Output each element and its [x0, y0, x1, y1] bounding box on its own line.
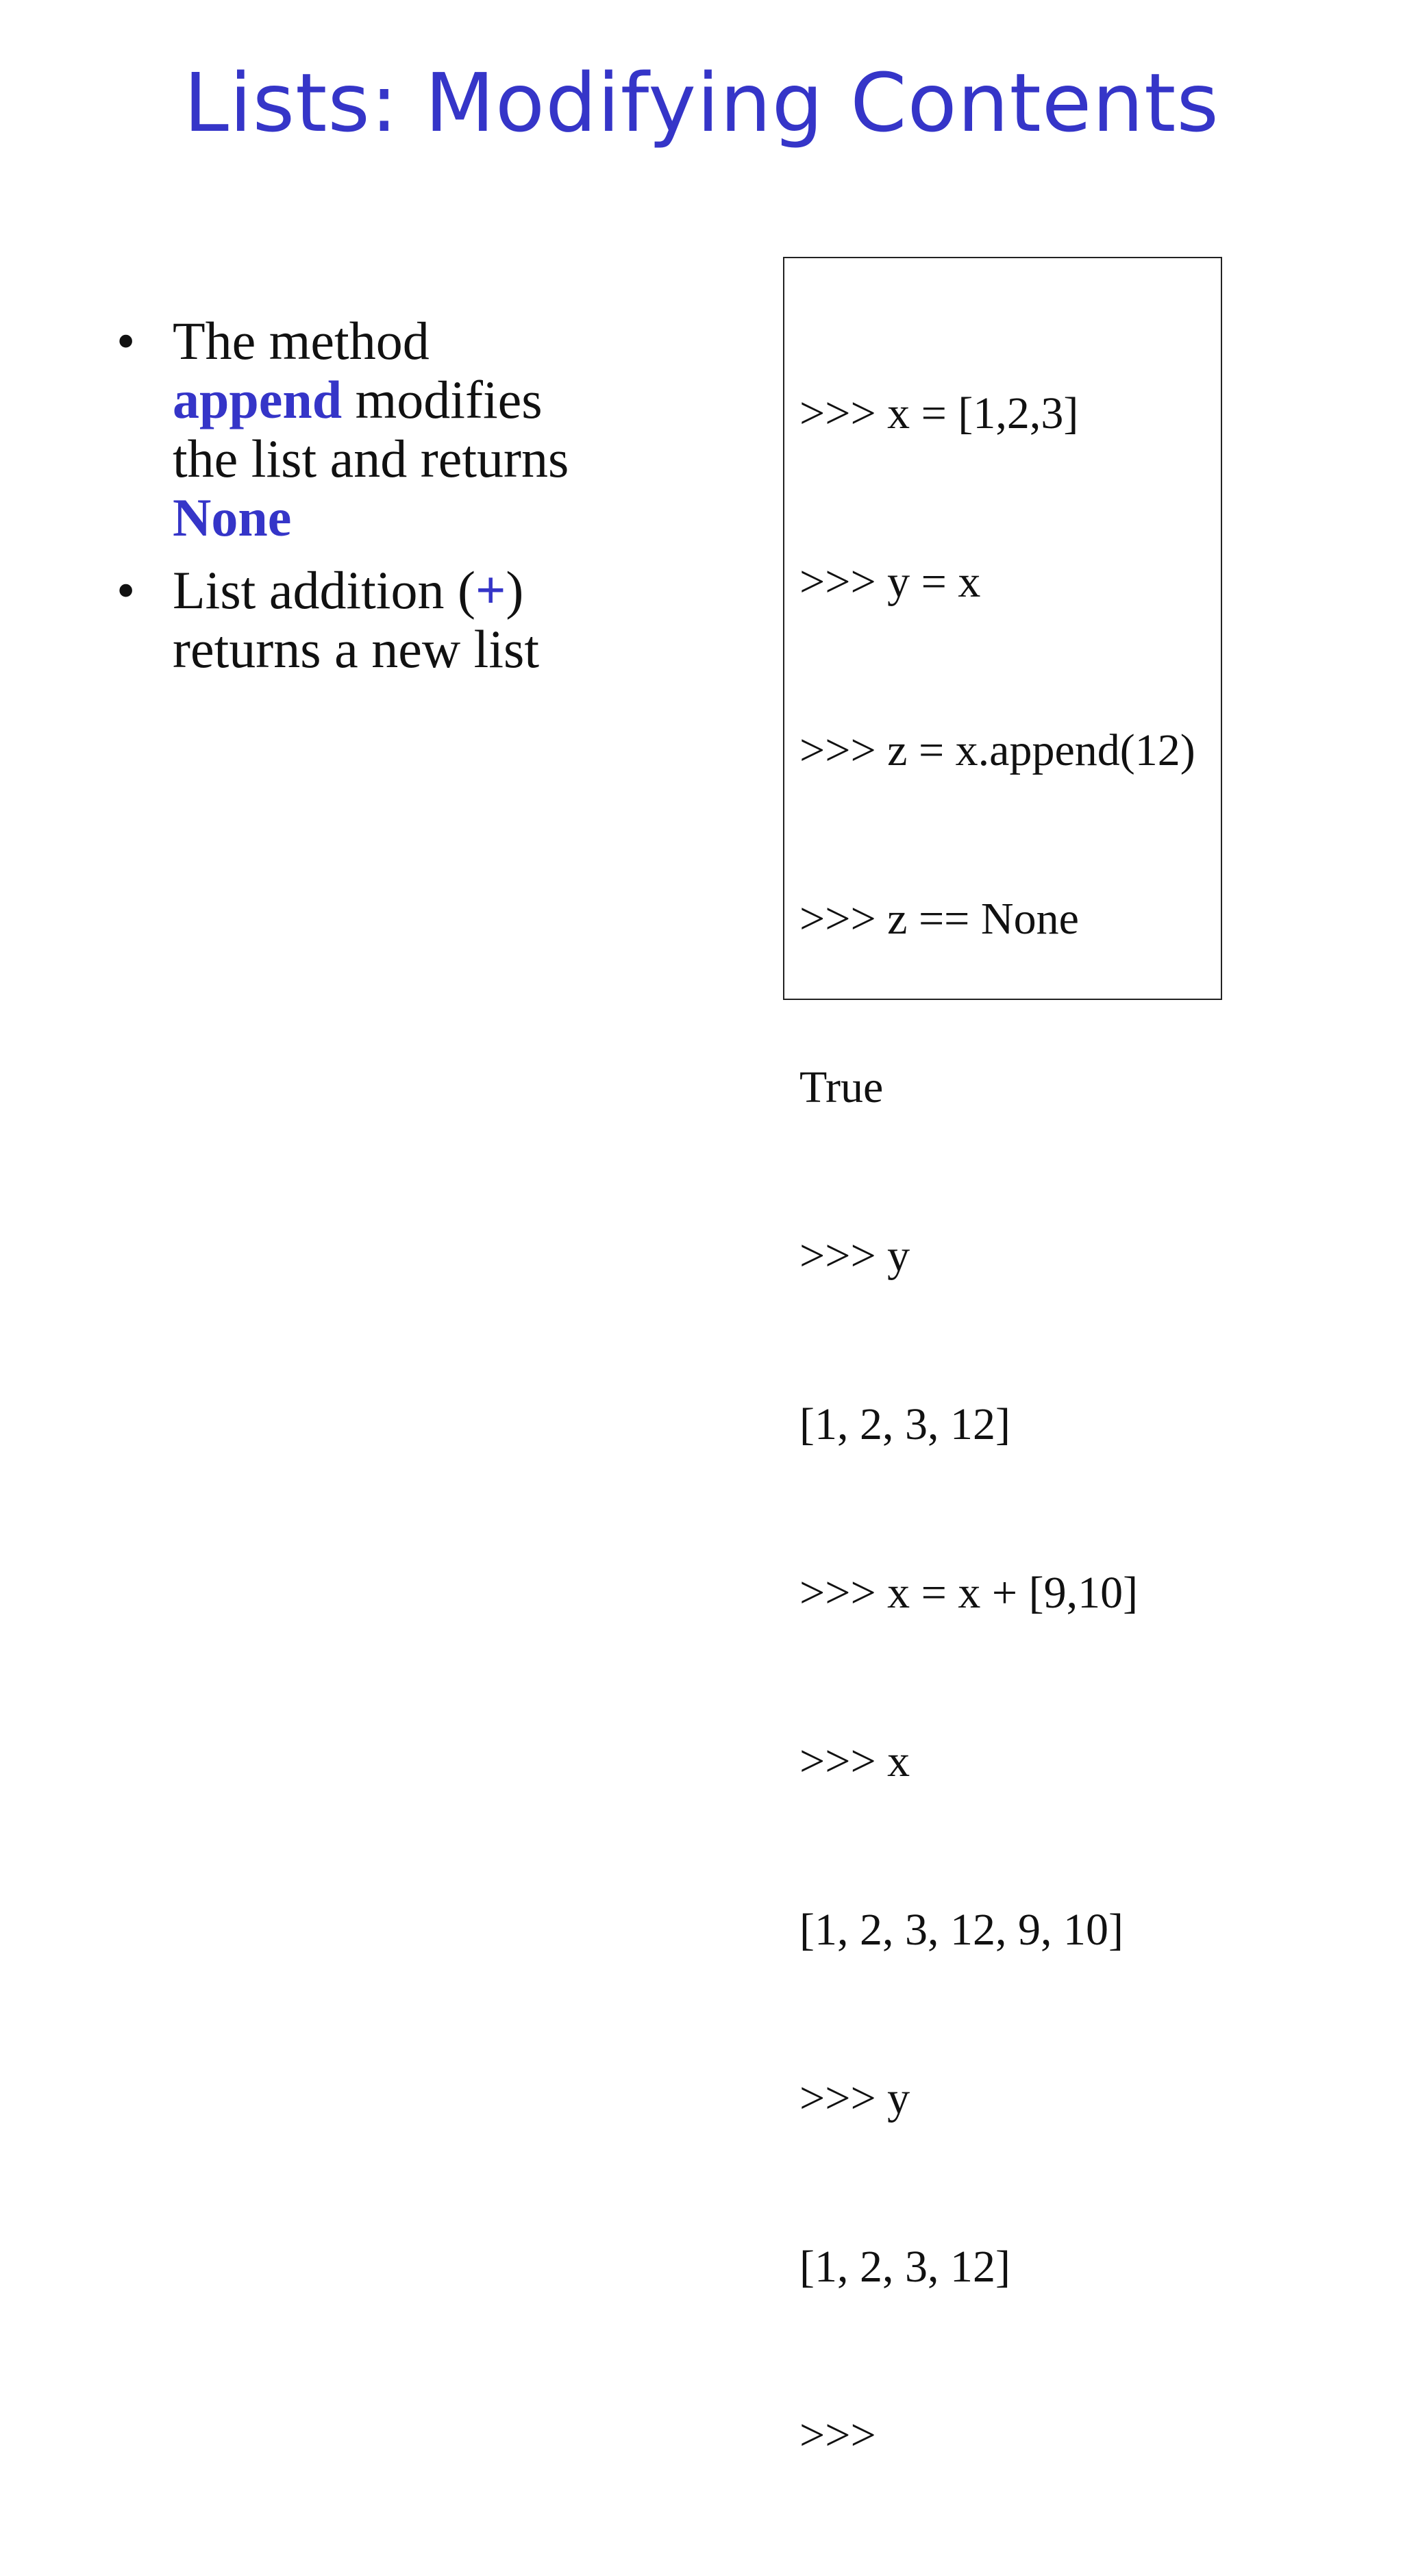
code-line: >>> y	[799, 1231, 910, 1281]
code-line: >>> z = x.append(12)	[799, 725, 1195, 775]
bullet-item-addition	[116, 561, 637, 679]
bullet-text: returns a new list	[173, 619, 540, 679]
bullet-text: )	[506, 560, 524, 620]
code-line: [1, 2, 3, 12]	[799, 1399, 1010, 1449]
code-line: >>> z == None	[799, 894, 1079, 944]
code-line: [1, 2, 3, 12]	[799, 2242, 1010, 2292]
bullet-item-append	[116, 312, 637, 547]
code-line: >>> y = x	[799, 557, 981, 607]
code-line: >>> x = x + [9,10]	[799, 1568, 1139, 1618]
bullet-text: modifies	[342, 370, 543, 429]
slide-title: Lists: Modifying Contents	[184, 55, 1219, 150]
bullet-text: the list and returns	[173, 429, 569, 488]
bullet-line	[173, 312, 637, 371]
code-lines	[799, 273, 1195, 2576]
code-line: >>> x	[799, 1736, 910, 1786]
bullet-line	[173, 488, 637, 547]
bullet-marker: •	[116, 311, 136, 371]
bullet-text: The method	[173, 311, 430, 371]
bullet-list	[116, 312, 637, 692]
bullet-line	[173, 371, 637, 429]
code-example-box	[783, 257, 1222, 2460]
keyword-none: None	[173, 488, 292, 547]
bullet-line	[173, 429, 637, 488]
bullet-text: List addition (	[173, 560, 475, 620]
code-line: >>> y	[799, 2073, 910, 2123]
keyword-plus: +	[475, 560, 506, 620]
keyword-append: append	[173, 370, 343, 429]
code-line: [1, 2, 3, 12, 9, 10]	[799, 1905, 1123, 1955]
code-line: >>> x = [1,2,3]	[799, 388, 1079, 438]
bullet-line	[173, 620, 637, 679]
code-line: >>>	[799, 2410, 876, 2460]
code-line: True	[799, 1062, 884, 1112]
bullet-line	[173, 561, 637, 620]
bullet-marker: •	[116, 560, 136, 620]
